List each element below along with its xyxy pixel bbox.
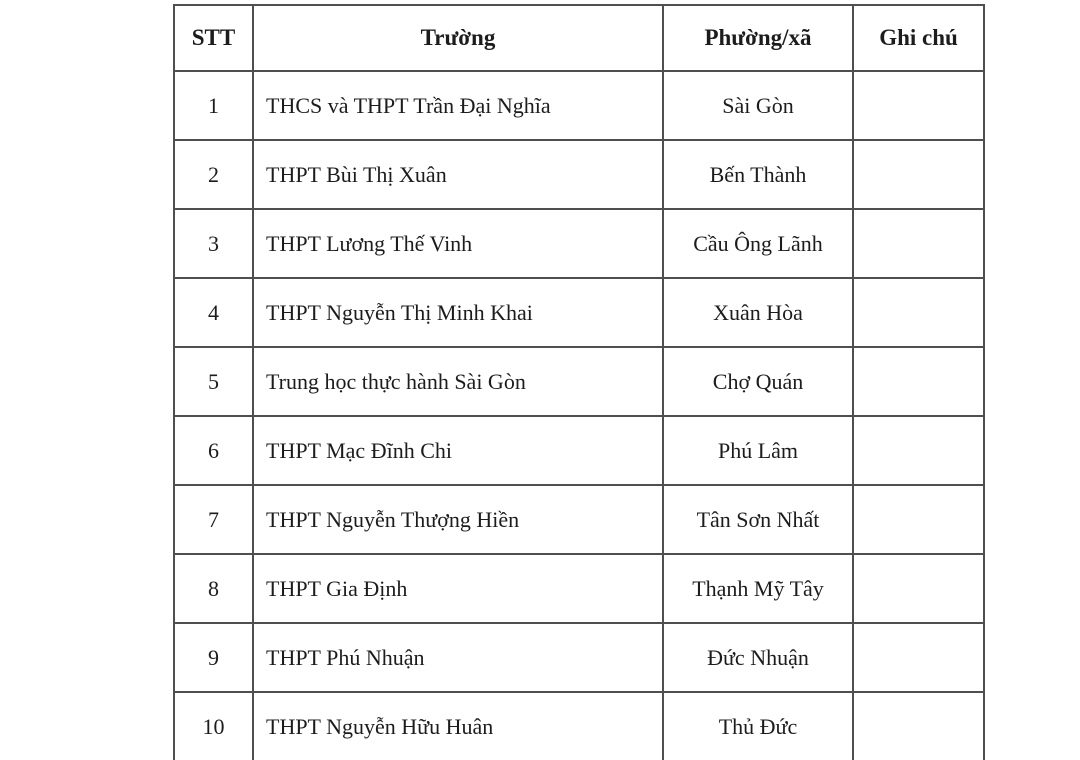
- cell-ward: Sài Gòn: [663, 71, 853, 140]
- cell-school: THPT Nguyễn Thượng Hiền: [253, 485, 663, 554]
- table-row: [174, 209, 984, 278]
- column-header-stt: STT: [174, 5, 253, 71]
- cell-stt: 1: [174, 71, 253, 140]
- cell-note: [853, 209, 984, 278]
- cell-school: THPT Nguyễn Thị Minh Khai: [253, 278, 663, 347]
- cell-school: THPT Phú Nhuận: [253, 623, 663, 692]
- cell-school: THCS và THPT Trần Đại Nghĩa: [253, 71, 663, 140]
- cell-ward: Xuân Hòa: [663, 278, 853, 347]
- cell-ward: Thủ Đức: [663, 692, 853, 760]
- column-header-note: Ghi chú: [853, 5, 984, 71]
- table-header-row: [174, 5, 984, 71]
- table-row: [174, 692, 984, 760]
- table-row: [174, 140, 984, 209]
- table-row: [174, 71, 984, 140]
- cell-ward: Phú Lâm: [663, 416, 853, 485]
- cell-stt: 6: [174, 416, 253, 485]
- cell-stt: 8: [174, 554, 253, 623]
- cell-school: THPT Lương Thế Vinh: [253, 209, 663, 278]
- cell-stt: 5: [174, 347, 253, 416]
- cell-note: [853, 554, 984, 623]
- cell-ward: Tân Sơn Nhất: [663, 485, 853, 554]
- table-row: [174, 347, 984, 416]
- cell-stt: 2: [174, 140, 253, 209]
- cell-ward: Chợ Quán: [663, 347, 853, 416]
- cell-ward: Cầu Ông Lãnh: [663, 209, 853, 278]
- cell-stt: 3: [174, 209, 253, 278]
- cell-ward: Thạnh Mỹ Tây: [663, 554, 853, 623]
- cell-ward: Đức Nhuận: [663, 623, 853, 692]
- cell-school: THPT Gia Định: [253, 554, 663, 623]
- cell-school: Trung học thực hành Sài Gòn: [253, 347, 663, 416]
- table-row: [174, 278, 984, 347]
- cell-note: [853, 140, 984, 209]
- table-row: [174, 485, 984, 554]
- cell-note: [853, 623, 984, 692]
- cell-note: [853, 347, 984, 416]
- cell-note: [853, 416, 984, 485]
- cell-school: THPT Nguyễn Hữu Huân: [253, 692, 663, 760]
- table-row: [174, 554, 984, 623]
- cell-stt: 9: [174, 623, 253, 692]
- cell-note: [853, 278, 984, 347]
- cell-note: [853, 71, 984, 140]
- table-row: [174, 416, 984, 485]
- cell-note: [853, 692, 984, 760]
- cell-note: [853, 485, 984, 554]
- cell-school: THPT Mạc Đĩnh Chi: [253, 416, 663, 485]
- cell-school: THPT Bùi Thị Xuân: [253, 140, 663, 209]
- cell-stt: 4: [174, 278, 253, 347]
- cell-stt: 10: [174, 692, 253, 760]
- cell-stt: 7: [174, 485, 253, 554]
- column-header-school: Trường: [253, 5, 663, 71]
- table-row: [174, 623, 984, 692]
- school-table: [173, 4, 985, 760]
- cell-ward: Bến Thành: [663, 140, 853, 209]
- column-header-ward: Phường/xã: [663, 5, 853, 71]
